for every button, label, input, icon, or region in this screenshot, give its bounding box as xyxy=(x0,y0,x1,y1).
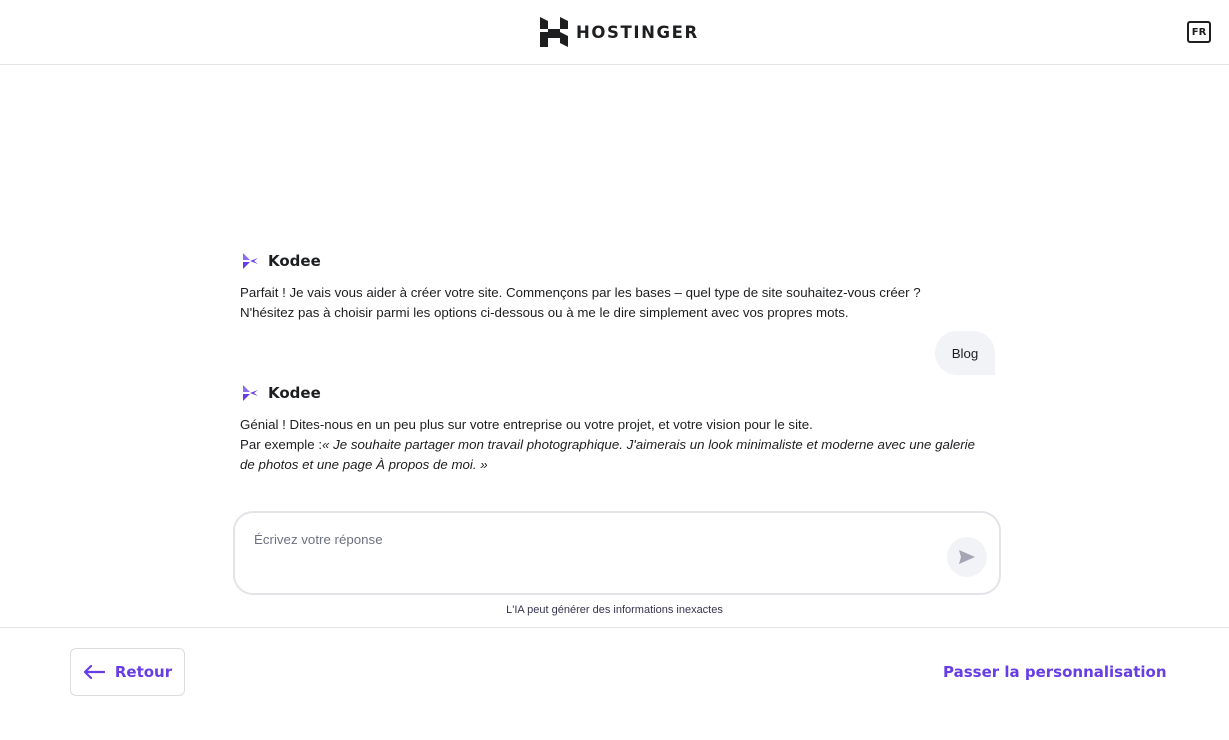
message-line: Parfait ! Je vais vous aider à créer votre site. Commençons par les bases – quel type de site souhaitez-vous créer ? xyxy=(240,285,921,300)
message-example xyxy=(240,435,980,475)
arrow-left-icon xyxy=(83,664,105,680)
reply-input[interactable] xyxy=(254,532,934,582)
sender-name: Kodee xyxy=(268,252,321,270)
back-button[interactable] xyxy=(70,648,185,696)
message-line: N'hésitez pas à choisir parmi les options ci-dessous ou à me le dire simplement avec vos propres mots. xyxy=(240,305,849,320)
example-text: « Je souhaite partager mon travail photographique. J'aimerais un look minimaliste et moderne avec une galerie de photos et une page À propos de moi. » xyxy=(240,437,976,472)
back-button-label: Retour xyxy=(114,663,173,681)
language-selector[interactable]: FR xyxy=(1187,21,1211,43)
user-message-bubble: Blog xyxy=(935,331,995,375)
bottom-footer xyxy=(0,627,1229,740)
kodee-message-header xyxy=(241,384,321,402)
example-prefix: Par exemple : xyxy=(240,437,323,452)
kodee-icon xyxy=(241,384,259,402)
top-header xyxy=(0,0,1229,65)
reply-input-container xyxy=(233,511,1001,595)
send-icon xyxy=(958,549,976,565)
kodee-message-text xyxy=(240,283,1000,323)
kodee-message-header xyxy=(241,252,321,270)
brand-name: HOSTINGER xyxy=(576,22,699,42)
hostinger-logo[interactable] xyxy=(540,17,699,47)
kodee-icon xyxy=(241,252,259,270)
send-button[interactable] xyxy=(947,537,987,577)
message-line: Génial ! Dites-nous en un peu plus sur votre entreprise ou votre projet, et votre vision pour le site. xyxy=(240,417,813,432)
kodee-message-text xyxy=(240,415,980,475)
skip-personalization-link[interactable]: Passer la personnalisation xyxy=(943,663,1167,681)
hostinger-logo-icon xyxy=(540,17,568,47)
sender-name: Kodee xyxy=(268,384,321,402)
ai-disclaimer: L'IA peut générer des informations inexactes xyxy=(506,604,723,616)
